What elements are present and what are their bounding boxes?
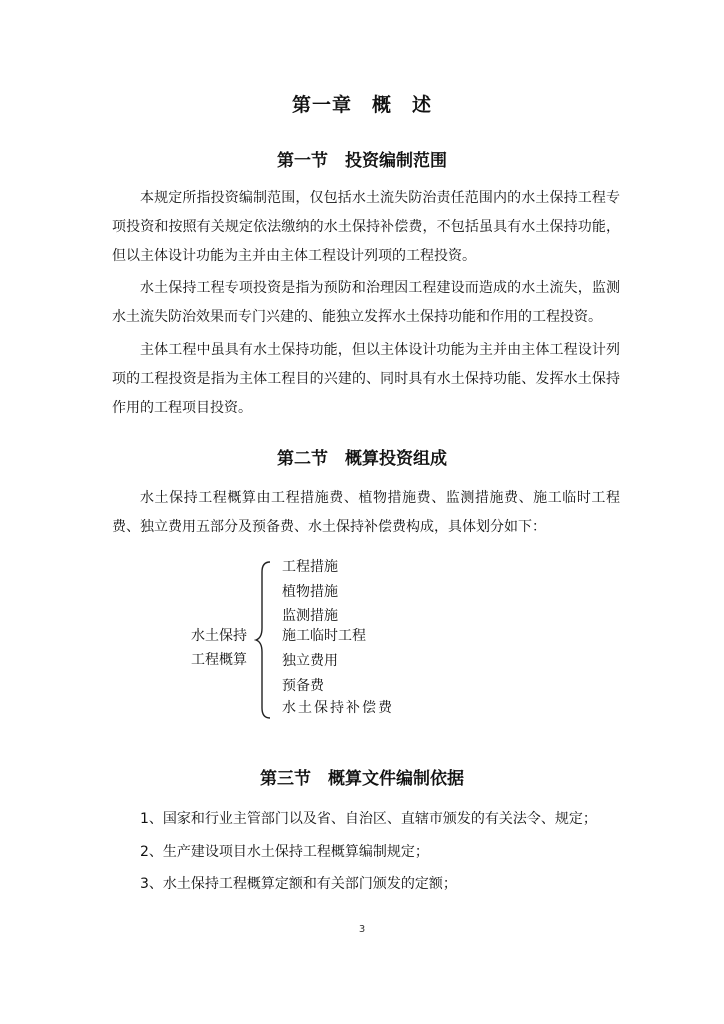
diagram-item: 施工临时工程 bbox=[282, 628, 366, 644]
section-2-paragraph-1: 水土保持工程概算由工程措施费、植物措施费、监测措施费、施工临时工程费、独立费用五部分及预备费、水土保持补偿费构成，具体划分如下： bbox=[112, 490, 620, 535]
diagram-root-line-2: 工程概算 bbox=[191, 652, 247, 668]
section-1-paragraph-1: 本规定所指投资编制范围，仅包括水土流失防治责任范围内的水土保持工程专项投资和按照有关规定依法缴纳的水土保持补偿费，不包括虽具有水土保持功能，但以主体设计功能为主并由主体工程设计列项的工程投资。 bbox=[112, 190, 620, 264]
diagram-item: 水土保持补偿费 bbox=[282, 700, 394, 716]
list-item: 1、国家和行业主管部门以及省、自治区、直辖市颁发的有关法令、规定； bbox=[140, 811, 597, 827]
section-1-paragraph-3: 主体工程中虽具有水土保持功能，但以主体设计功能为主并由主体工程设计列项的工程投资是指为主体工程目的兴建的、同时具有水土保持功能、发挥水土保持作用的工程项目投资。 bbox=[112, 342, 620, 416]
section-1-paragraph-2: 水土保持工程专项投资是指为预防和治理因工程建设而造成的水土流失，监测水土流失防治效果而专门兴建的、能独立发挥水土保持功能和作用的工程投资。 bbox=[112, 280, 620, 325]
diagram-item: 植物措施 bbox=[282, 584, 338, 600]
section-title-2: 第二节 概算投资组成 bbox=[277, 449, 447, 469]
list-item: 2、生产建设项目水土保持工程概算编制规定； bbox=[140, 844, 429, 860]
page-number: 3 bbox=[358, 924, 366, 935]
diagram-root-line-1: 水土保持 bbox=[191, 628, 247, 644]
diagram-item: 独立费用 bbox=[282, 653, 338, 669]
diagram-root-label bbox=[184, 624, 254, 672]
chapter-title: 第一章 概 述 bbox=[291, 94, 432, 116]
diagram-item: 预备费 bbox=[282, 678, 324, 694]
diagram-item: 工程措施 bbox=[282, 559, 338, 575]
list-item: 3、水土保持工程概算定额和有关部门颁发的定额； bbox=[140, 876, 457, 892]
section-title-1: 第一节 投资编制范围 bbox=[277, 151, 447, 171]
diagram-item: 监测措施 bbox=[282, 608, 338, 624]
curly-brace-icon bbox=[254, 560, 276, 720]
section-title-3: 第三节 概算文件编制依据 bbox=[260, 769, 464, 789]
